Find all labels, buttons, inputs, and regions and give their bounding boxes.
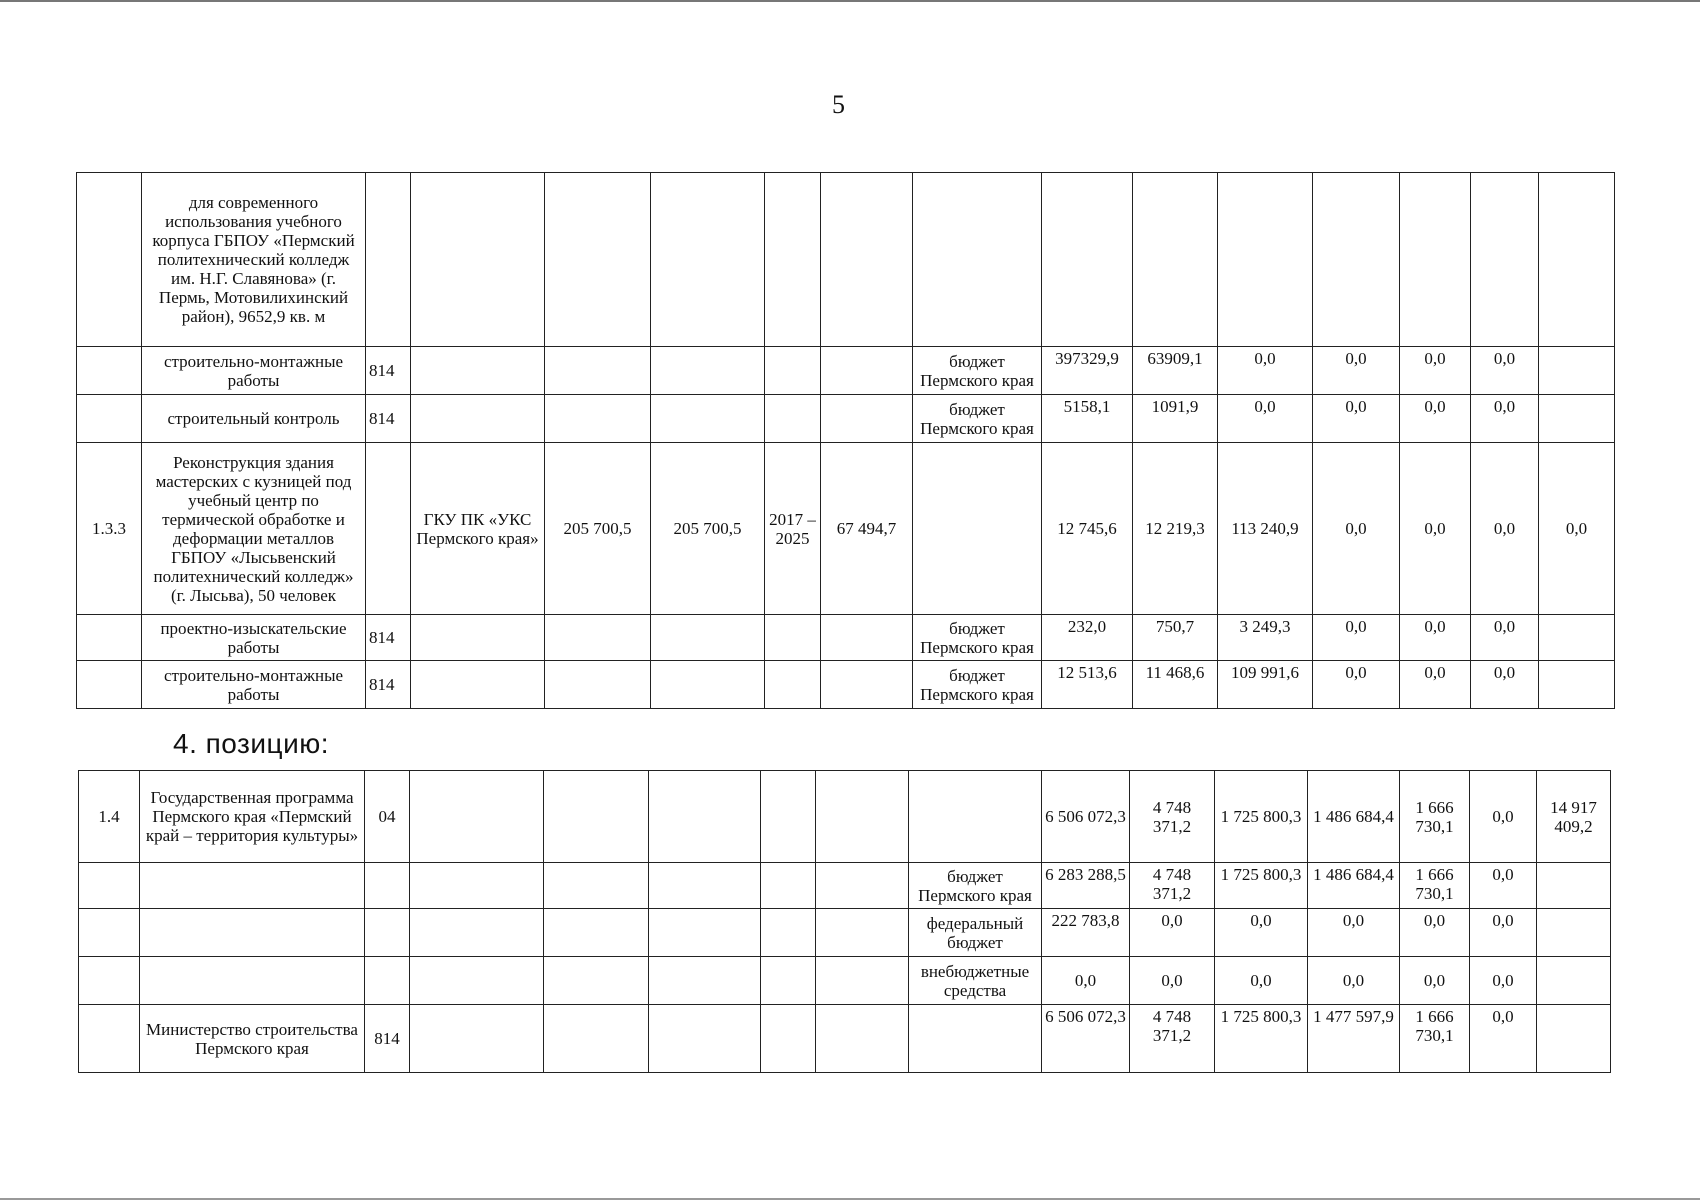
table-cell bbox=[544, 957, 649, 1005]
table-cell: 1.3.3 bbox=[77, 443, 142, 615]
table-cell: 0,0 bbox=[1400, 909, 1470, 957]
table-cell bbox=[1539, 173, 1615, 347]
table-cell: 1 666 730,1 bbox=[1400, 771, 1470, 863]
table-cell: 0,0 bbox=[1215, 909, 1308, 957]
table-row bbox=[79, 863, 1611, 909]
table-cell bbox=[816, 771, 909, 863]
table-cell: 1 725 800,3 bbox=[1215, 1005, 1308, 1073]
table-cell bbox=[913, 443, 1042, 615]
table-cell: 0,0 bbox=[1400, 661, 1471, 709]
table-cell bbox=[366, 443, 411, 615]
table-cell bbox=[1042, 173, 1133, 347]
table-cell: 0,0 bbox=[1471, 443, 1539, 615]
table-cell: 0,0 bbox=[1470, 957, 1537, 1005]
page-top-edge bbox=[0, 0, 1700, 2]
table-cell bbox=[410, 1005, 544, 1073]
table-cell bbox=[140, 909, 365, 957]
table-cell: проектно-изыскательские работы bbox=[142, 615, 366, 661]
table-cell: Министерство строительства Пермского края bbox=[140, 1005, 365, 1073]
table-cell bbox=[77, 661, 142, 709]
table-cell bbox=[1537, 909, 1611, 957]
table-cell bbox=[1537, 957, 1611, 1005]
table-cell bbox=[411, 661, 545, 709]
table-cell: строительно-монтажные работы bbox=[142, 661, 366, 709]
table-cell: 0,0 bbox=[1539, 443, 1615, 615]
table-cell: 0,0 bbox=[1313, 395, 1400, 443]
table-cell: 0,0 bbox=[1470, 863, 1537, 909]
table-cell bbox=[1471, 173, 1539, 347]
table-cell: 0,0 bbox=[1313, 443, 1400, 615]
program-table-continued bbox=[76, 172, 1615, 709]
table-cell bbox=[411, 347, 545, 395]
table-cell: 63909,1 bbox=[1133, 347, 1218, 395]
table-cell: 205 700,5 bbox=[651, 443, 765, 615]
table-cell bbox=[545, 615, 651, 661]
table-cell: бюджет Пермского края bbox=[909, 863, 1042, 909]
table-cell bbox=[821, 173, 913, 347]
table-cell: 0,0 bbox=[1471, 347, 1539, 395]
table-cell: 0,0 bbox=[1313, 661, 1400, 709]
table-cell: 0,0 bbox=[1130, 957, 1215, 1005]
table-cell: 0,0 bbox=[1400, 957, 1470, 1005]
table-cell bbox=[765, 173, 821, 347]
table-cell bbox=[1539, 615, 1615, 661]
table-cell bbox=[545, 347, 651, 395]
table-cell: 0,0 bbox=[1471, 395, 1539, 443]
table-cell: федеральный бюджет bbox=[909, 909, 1042, 957]
table-cell bbox=[365, 863, 410, 909]
table-cell: бюджет Пермского края bbox=[913, 347, 1042, 395]
table-cell: 1 725 800,3 bbox=[1215, 863, 1308, 909]
page-number: 5 bbox=[832, 90, 845, 119]
table-cell bbox=[365, 909, 410, 957]
table-cell bbox=[765, 615, 821, 661]
table-cell: 67 494,7 bbox=[821, 443, 913, 615]
table-cell bbox=[79, 909, 140, 957]
table-cell: 14 917 409,2 bbox=[1537, 771, 1611, 863]
table-cell: 0,0 bbox=[1470, 909, 1537, 957]
table-cell: 4 748 371,2 bbox=[1130, 863, 1215, 909]
table-cell bbox=[821, 395, 913, 443]
table-cell bbox=[761, 863, 816, 909]
table-cell bbox=[79, 957, 140, 1005]
table-cell: 3 249,3 bbox=[1218, 615, 1313, 661]
table-cell: 12 219,3 bbox=[1133, 443, 1218, 615]
table-cell bbox=[651, 661, 765, 709]
table-cell bbox=[761, 1005, 816, 1073]
table-cell bbox=[761, 957, 816, 1005]
table-cell: Государственная программа Пермского края «Пермский край – территория культуры» bbox=[140, 771, 365, 863]
table-cell bbox=[821, 347, 913, 395]
table-cell: 0,0 bbox=[1400, 395, 1471, 443]
table-row bbox=[79, 771, 1611, 863]
table-cell: 814 bbox=[366, 395, 411, 443]
table-cell bbox=[77, 395, 142, 443]
table-cell: 2017 – 2025 bbox=[765, 443, 821, 615]
table-cell bbox=[411, 615, 545, 661]
table-cell bbox=[411, 395, 545, 443]
table-cell bbox=[410, 957, 544, 1005]
table-cell: 1 477 597,9 bbox=[1308, 1005, 1400, 1073]
table-row bbox=[79, 1005, 1611, 1073]
table-cell bbox=[544, 1005, 649, 1073]
table-cell bbox=[1313, 173, 1400, 347]
table-cell: 0,0 bbox=[1471, 615, 1539, 661]
table-cell: строительный контроль bbox=[142, 395, 366, 443]
table-cell: 0,0 bbox=[1470, 771, 1537, 863]
table-cell: 6 506 072,3 bbox=[1042, 771, 1130, 863]
table-cell: 814 bbox=[366, 661, 411, 709]
table-cell bbox=[1218, 173, 1313, 347]
table-cell: 1 725 800,3 bbox=[1215, 771, 1308, 863]
table-cell bbox=[410, 863, 544, 909]
table-cell bbox=[649, 909, 761, 957]
table-cell: 1 486 684,4 bbox=[1308, 771, 1400, 863]
table-row bbox=[79, 957, 1611, 1005]
table-cell: 0,0 bbox=[1313, 347, 1400, 395]
table-cell bbox=[649, 771, 761, 863]
table-cell: 0,0 bbox=[1400, 443, 1471, 615]
table-cell: 4 748 371,2 bbox=[1130, 1005, 1215, 1073]
table-cell bbox=[1539, 395, 1615, 443]
table-cell: 11 468,6 bbox=[1133, 661, 1218, 709]
table-cell: 814 bbox=[365, 1005, 410, 1073]
table-cell bbox=[1133, 173, 1218, 347]
table-cell bbox=[909, 771, 1042, 863]
table-row bbox=[77, 395, 1615, 443]
table-cell bbox=[821, 615, 913, 661]
table-cell bbox=[651, 395, 765, 443]
table-cell bbox=[909, 1005, 1042, 1073]
table-cell bbox=[913, 173, 1042, 347]
table-cell: 0,0 bbox=[1130, 909, 1215, 957]
table-cell: 6 506 072,3 bbox=[1042, 1005, 1130, 1073]
table-cell bbox=[545, 173, 651, 347]
table-cell bbox=[649, 957, 761, 1005]
table-cell: 6 283 288,5 bbox=[1042, 863, 1130, 909]
table-cell bbox=[649, 1005, 761, 1073]
table-cell: 222 783,8 bbox=[1042, 909, 1130, 957]
table-cell bbox=[544, 909, 649, 957]
table-row bbox=[77, 615, 1615, 661]
table-cell bbox=[366, 173, 411, 347]
table-cell: 1091,9 bbox=[1133, 395, 1218, 443]
table-cell bbox=[1539, 347, 1615, 395]
table-row bbox=[79, 909, 1611, 957]
table-cell: 0,0 bbox=[1215, 957, 1308, 1005]
table-cell bbox=[545, 661, 651, 709]
table-cell: 04 bbox=[365, 771, 410, 863]
table-cell bbox=[816, 957, 909, 1005]
table-cell: Реконструкция здания мастерских с кузницей под учебный центр по термической обработке и деформации металлов ГБПОУ «Лысьвенский политехнический колледж» (г. Лысьва), 50 человек bbox=[142, 443, 366, 615]
table-cell bbox=[761, 771, 816, 863]
table-cell bbox=[821, 661, 913, 709]
program-position-table bbox=[78, 770, 1611, 1073]
table-cell: 750,7 bbox=[1133, 615, 1218, 661]
table-cell bbox=[765, 661, 821, 709]
table-cell: 0,0 bbox=[1042, 957, 1130, 1005]
table-cell bbox=[1537, 863, 1611, 909]
table-cell bbox=[816, 863, 909, 909]
table-cell bbox=[651, 347, 765, 395]
table-cell: 205 700,5 bbox=[545, 443, 651, 615]
table-cell: 1 666 730,1 bbox=[1400, 1005, 1470, 1073]
table-cell bbox=[1537, 1005, 1611, 1073]
table-row bbox=[77, 347, 1615, 395]
table-cell: для современного использования учебного корпуса ГБПОУ «Пермский политехнический колледж им. Н.Г. Славянова» (г. Пермь, Мотовилихинский район), 9652,9 кв. м bbox=[142, 173, 366, 347]
table-cell: 814 bbox=[366, 347, 411, 395]
table-cell: 4 748 371,2 bbox=[1130, 771, 1215, 863]
table-cell: бюджет Пермского края bbox=[913, 661, 1042, 709]
table-cell bbox=[77, 615, 142, 661]
table-cell: 0,0 bbox=[1400, 615, 1471, 661]
table-cell bbox=[79, 1005, 140, 1073]
table-cell: бюджет Пермского края bbox=[913, 615, 1042, 661]
table-cell: 0,0 bbox=[1400, 347, 1471, 395]
table-cell: 0,0 bbox=[1470, 1005, 1537, 1073]
table-cell bbox=[410, 909, 544, 957]
table-cell: 109 991,6 bbox=[1218, 661, 1313, 709]
table-cell: 113 240,9 bbox=[1218, 443, 1313, 615]
table-cell: бюджет Пермского края bbox=[913, 395, 1042, 443]
table-cell bbox=[77, 173, 142, 347]
table-cell bbox=[649, 863, 761, 909]
table-cell bbox=[140, 863, 365, 909]
table-cell bbox=[816, 909, 909, 957]
table-cell: 1.4 bbox=[79, 771, 140, 863]
table-row bbox=[77, 173, 1615, 347]
table-cell bbox=[365, 957, 410, 1005]
table-cell: 1 486 684,4 bbox=[1308, 863, 1400, 909]
table-cell: 0,0 bbox=[1308, 909, 1400, 957]
table-cell bbox=[1400, 173, 1471, 347]
table-cell bbox=[79, 863, 140, 909]
table-cell bbox=[816, 1005, 909, 1073]
table-cell: внебюджетные средства bbox=[909, 957, 1042, 1005]
table-cell bbox=[651, 173, 765, 347]
table-cell: 0,0 bbox=[1308, 957, 1400, 1005]
table-cell bbox=[77, 347, 142, 395]
table-cell bbox=[544, 771, 649, 863]
table-cell bbox=[544, 863, 649, 909]
table-cell bbox=[140, 957, 365, 1005]
table-cell bbox=[545, 395, 651, 443]
table-cell: 5158,1 bbox=[1042, 395, 1133, 443]
table-cell bbox=[765, 347, 821, 395]
table-cell: 0,0 bbox=[1471, 661, 1539, 709]
table-cell: 397329,9 bbox=[1042, 347, 1133, 395]
table-cell bbox=[651, 615, 765, 661]
table-cell: 0,0 bbox=[1313, 615, 1400, 661]
table-cell: 814 bbox=[366, 615, 411, 661]
table-cell: 0,0 bbox=[1218, 395, 1313, 443]
table-cell bbox=[1539, 661, 1615, 709]
section-title: 4. позицию: bbox=[173, 728, 329, 759]
table-cell: ГКУ ПК «УКС Пермского края» bbox=[411, 443, 545, 615]
table-cell: строительно-монтажные работы bbox=[142, 347, 366, 395]
table-cell: 232,0 bbox=[1042, 615, 1133, 661]
table-cell: 12 745,6 bbox=[1042, 443, 1133, 615]
table-cell: 0,0 bbox=[1218, 347, 1313, 395]
table-row bbox=[77, 443, 1615, 615]
table-cell bbox=[761, 909, 816, 957]
table-row bbox=[77, 661, 1615, 709]
table-cell bbox=[765, 395, 821, 443]
table-cell bbox=[410, 771, 544, 863]
table-cell bbox=[411, 173, 545, 347]
table-cell: 12 513,6 bbox=[1042, 661, 1133, 709]
table-cell: 1 666 730,1 bbox=[1400, 863, 1470, 909]
